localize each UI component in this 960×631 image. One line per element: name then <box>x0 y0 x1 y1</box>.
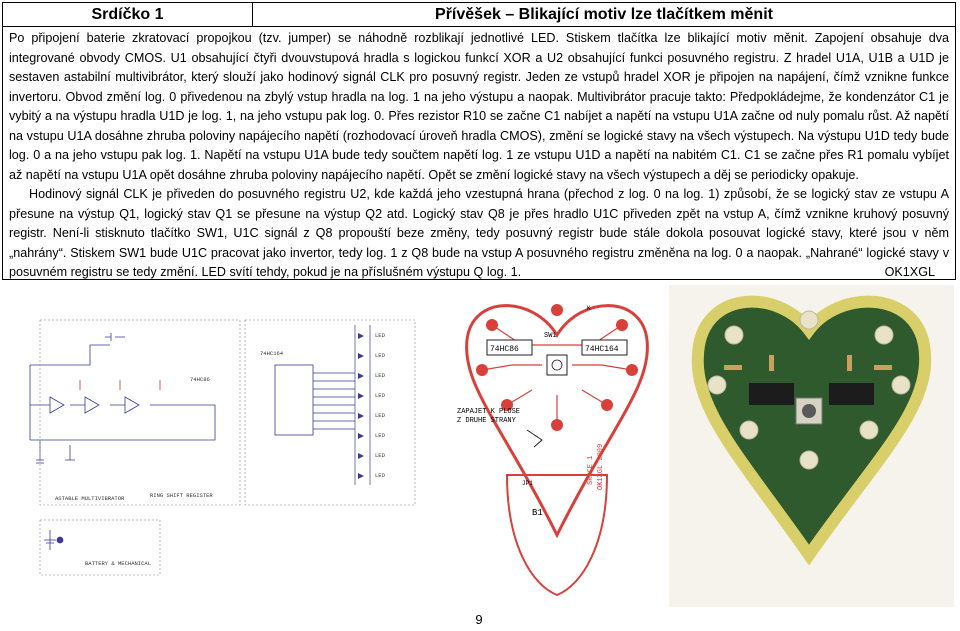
circuit-schematic <box>10 285 446 607</box>
project-title: Srdíčko 1 <box>3 3 253 26</box>
page <box>2 2 956 627</box>
astable-label: ASTABLE MULTIVIBRATOR <box>55 495 125 502</box>
svg-text:LED: LED <box>375 372 385 379</box>
pcb-k-label: K <box>587 305 591 312</box>
pcb-side-text: SRDCE 1 <box>587 455 595 485</box>
pcb-u2-label: 74HC164 <box>585 345 619 354</box>
u2-label: 74HC164 <box>260 350 284 357</box>
svg-text:LED: LED <box>375 432 385 439</box>
pcb-u1-label: 74HC86 <box>490 345 519 354</box>
paragraph-2 <box>9 185 949 283</box>
author-callsign: OK1XGL <box>884 265 935 279</box>
text-table <box>2 2 956 280</box>
svg-text:LED: LED <box>375 452 385 459</box>
pcb-note-line2: Z DRUHE STRANY <box>457 417 516 425</box>
pcb-side-text-2: OK1XGL 2009 <box>597 443 605 490</box>
svg-text:LED: LED <box>375 472 385 479</box>
pcb-jp1-label: JP1 <box>522 480 533 487</box>
paragraph-2-text: Hodinový signál CLK je přiveden do posuvného registru U2, kde každá jeho vzestupná hrana (přechod z log. 0 na log. 1) způsobí, že se logický stav ze vstupu A přesune na výstup Q1, logický stav Q1 se přesune na výstup Q2 atd. Logický stav Q8 je přes hradlo U1C přiveden zpět na vstup A, čímž vznikne kruhový posuvný registr. Není-li stisknuto tlačítko SW1, U1C signál z Q8 propouští beze změny, tedy posuvný registr bude stále dokola posouvat logické stavy, které jsou v něm „nahrány“. Stiskem SW1 bude U1C pracovat jako invertor, tedy log. 1 z Q8 bude na vstup A posuvného registru změněna na log. 0 a naopak. „Nahrané“ logické stavy v posuvném registru se tedy změní. LED svítí tehdy, pokud je na příslušném výstupu Q log. 1. <box>9 187 949 279</box>
u1-label: 74HC86 <box>190 376 210 383</box>
page-number: 9 <box>475 612 483 627</box>
paragraph-1: Po připojení baterie zkratovací propojkou (tzv. jumper) se náhodně rozblikají jednotlivé LED. Stiskem tlačítka lze blikající motiv měnit. Zapojení obsahuje dva integrované obvody CMOS. U1 obsahující čtyři dvouvstupová hradla s logickou funkcí XOR a U2 obsahující funkci posuvného registru. Z hradel U1A, U1B a U1D je sestaven astabilní multivibrátor, který slouží jako hodinový signál CLK pro posuvný registr. Jeden ze vstupů hradel XOR je připojen na napájení, čímž vznikne funkce invertoru. Obvod změní log. 0 přivedenou na zbylý vstup hradla na log. 1 na jeho výstupu a naopak. Multivibrátor pracuje takto: Předpokládejme, že kondenzátor C1 je vybitý a na výstupu hradla U1D je log. 1, na jeho vstupu pak log. 0. Přes rezistor R10 se začne C1 nabíjet a napětí na vstupu U1A začne od nuly pomalu růst. Až napětí na vstupu U1A dosáhne zhruba poloviny napájecího napětí (rozhodovací úroveň hradla CMOS), změní se logické stavy na všech výstupech. Na výstupu U1D tedy bude log. 0 a na jeho vstupu pak log. 1. Napětí na vstupu U1A bude tedy součtem napětí log. 1 ze vstupu U1D a napětí na nabitém C1. C1 se začne přes R1 pomalu vybíjet až napětí na vstupu U1A opět dosáhne zhruba poloviny napájecího napětí. Opět se změní logické stavy na všech výstupech a děj se periodicky opakuje. <box>9 31 949 182</box>
header-row <box>3 3 955 27</box>
pcb-b1-label: B1 <box>532 508 543 518</box>
svg-text:LED: LED <box>375 352 385 359</box>
pcb-layout <box>452 285 662 607</box>
shift-label: RING SHIFT REGISTER <box>150 492 213 499</box>
board-photo <box>669 285 954 607</box>
battery-label: BATTERY & MECHANICAL <box>85 560 152 567</box>
svg-text:LED: LED <box>375 332 385 339</box>
project-subtitle: Přívěšek – Blikající motiv lze tlačítkem měnit <box>435 6 773 23</box>
pcb-note-line1: ZAPAJET K PLOSE <box>457 408 521 416</box>
svg-text:LED: LED <box>375 392 385 399</box>
description <box>9 29 949 283</box>
svg-text:LED: LED <box>375 412 385 419</box>
pcb-sw1-label: SW1 <box>544 332 557 340</box>
